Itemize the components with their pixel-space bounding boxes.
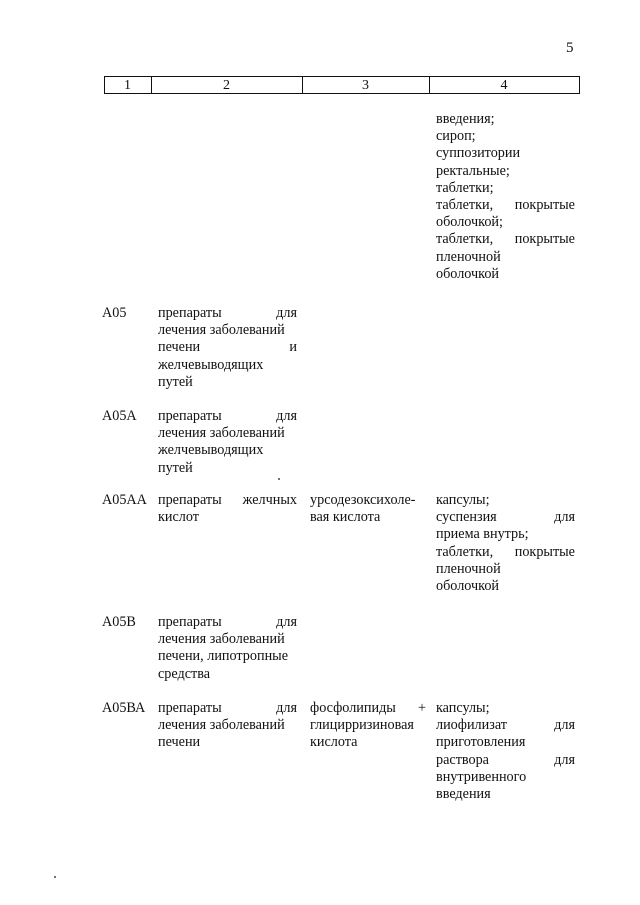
text-line: кислота — [310, 734, 358, 751]
word: таблетки, — [436, 543, 494, 560]
word: суспензия — [436, 509, 497, 526]
text-line — [436, 717, 575, 734]
text-line — [158, 492, 297, 509]
text-line: печени — [158, 734, 201, 751]
text-line: таблетки; — [436, 179, 494, 196]
text-line: капсулы; — [436, 492, 490, 508]
text-line: средства — [158, 665, 211, 682]
text-line: суппозитории — [436, 145, 521, 162]
word: для — [276, 700, 297, 716]
group-name-cell — [158, 492, 297, 526]
header-col-2: 2 — [223, 78, 230, 93]
word: для — [554, 509, 575, 526]
text-line — [158, 408, 297, 425]
text-line: путей — [158, 459, 193, 476]
word: раствора — [436, 751, 489, 768]
word: препараты — [158, 305, 222, 321]
text-line — [436, 544, 575, 561]
word: таблетки, — [436, 197, 494, 214]
text-line: лечения заболеваний — [158, 322, 285, 339]
text-line: кислот — [158, 509, 199, 526]
word: лиофилизат — [436, 717, 507, 734]
word: покрытые — [514, 543, 575, 560]
text-line — [158, 614, 297, 631]
substance-cell — [310, 492, 426, 526]
header-col-4: 4 — [500, 78, 508, 93]
atc-code: А05 — [102, 305, 127, 321]
atc-code: А05А — [102, 408, 137, 424]
group-name-cell — [158, 408, 297, 477]
word: покрытые — [514, 231, 575, 248]
text-line: желчевыводящих — [158, 356, 264, 373]
header-col-1: 1 — [124, 78, 131, 93]
text-line: введения; — [436, 111, 495, 127]
atc-code: А05АА — [102, 492, 147, 508]
page-number: 5 — [566, 40, 574, 56]
word: желчных — [242, 492, 297, 508]
word: препараты — [158, 492, 222, 508]
group-name-cell — [158, 614, 297, 683]
atc-code: А05В — [102, 614, 136, 630]
text-line — [436, 509, 575, 526]
text-line: ректальные; — [436, 162, 510, 179]
text-line: приготовления — [436, 734, 526, 751]
text-line: печени, липотропные — [158, 648, 288, 665]
text-line — [436, 231, 575, 248]
word: для — [554, 717, 575, 734]
text-line: оболочкой — [436, 265, 500, 282]
header-divider — [579, 76, 580, 94]
text-line: пленочной — [436, 248, 501, 265]
text-line — [158, 305, 297, 322]
word: и — [289, 339, 297, 356]
text-line: введения — [436, 786, 491, 803]
word: + — [417, 700, 426, 716]
group-name-cell — [158, 700, 297, 752]
text-line: лечения заболеваний — [158, 631, 285, 648]
text-line: капсулы; — [436, 700, 490, 716]
word: препараты — [158, 408, 222, 424]
word: для — [276, 408, 297, 424]
text-line: внутривенного — [436, 768, 527, 785]
word: таблетки, — [436, 231, 494, 248]
table-header — [104, 76, 580, 95]
word: печени — [158, 339, 201, 356]
word: препараты — [158, 614, 222, 630]
dosage-form-cell — [436, 492, 575, 595]
scan-speck — [278, 478, 280, 480]
text-line: лечения заболеваний — [158, 717, 285, 734]
scan-speck — [54, 876, 56, 878]
text-line: глицирризиновая — [310, 717, 414, 734]
word: покрытые — [514, 197, 575, 214]
atc-code: А05ВА — [102, 700, 146, 716]
text-line: оболочкой; — [436, 214, 503, 231]
text-line: вая кислота — [310, 509, 381, 526]
word: для — [554, 751, 575, 768]
word: для — [276, 614, 297, 630]
text-line — [158, 700, 297, 717]
text-line — [310, 700, 426, 717]
text-line — [436, 197, 575, 214]
dosage-form-cell — [436, 700, 575, 803]
word: фосфолипиды — [310, 700, 396, 716]
text-line: оболочкой — [436, 578, 500, 595]
header-col-3: 3 — [362, 78, 369, 93]
word: препараты — [158, 700, 222, 716]
text-line: пленочной — [436, 560, 501, 577]
substance-cell — [310, 700, 426, 752]
word: для — [276, 305, 297, 321]
group-name-cell — [158, 305, 297, 391]
text-line — [436, 752, 575, 769]
text-line: желчевыводящих — [158, 442, 264, 459]
text-line: путей — [158, 373, 193, 390]
text-line: сироп; — [436, 128, 476, 145]
text-line: лечения заболеваний — [158, 425, 285, 442]
text-line: приема внутрь; — [436, 526, 529, 543]
text-line — [158, 339, 297, 356]
text-line: урсодезоксихоле- — [310, 492, 416, 508]
col4-cell — [436, 111, 575, 283]
